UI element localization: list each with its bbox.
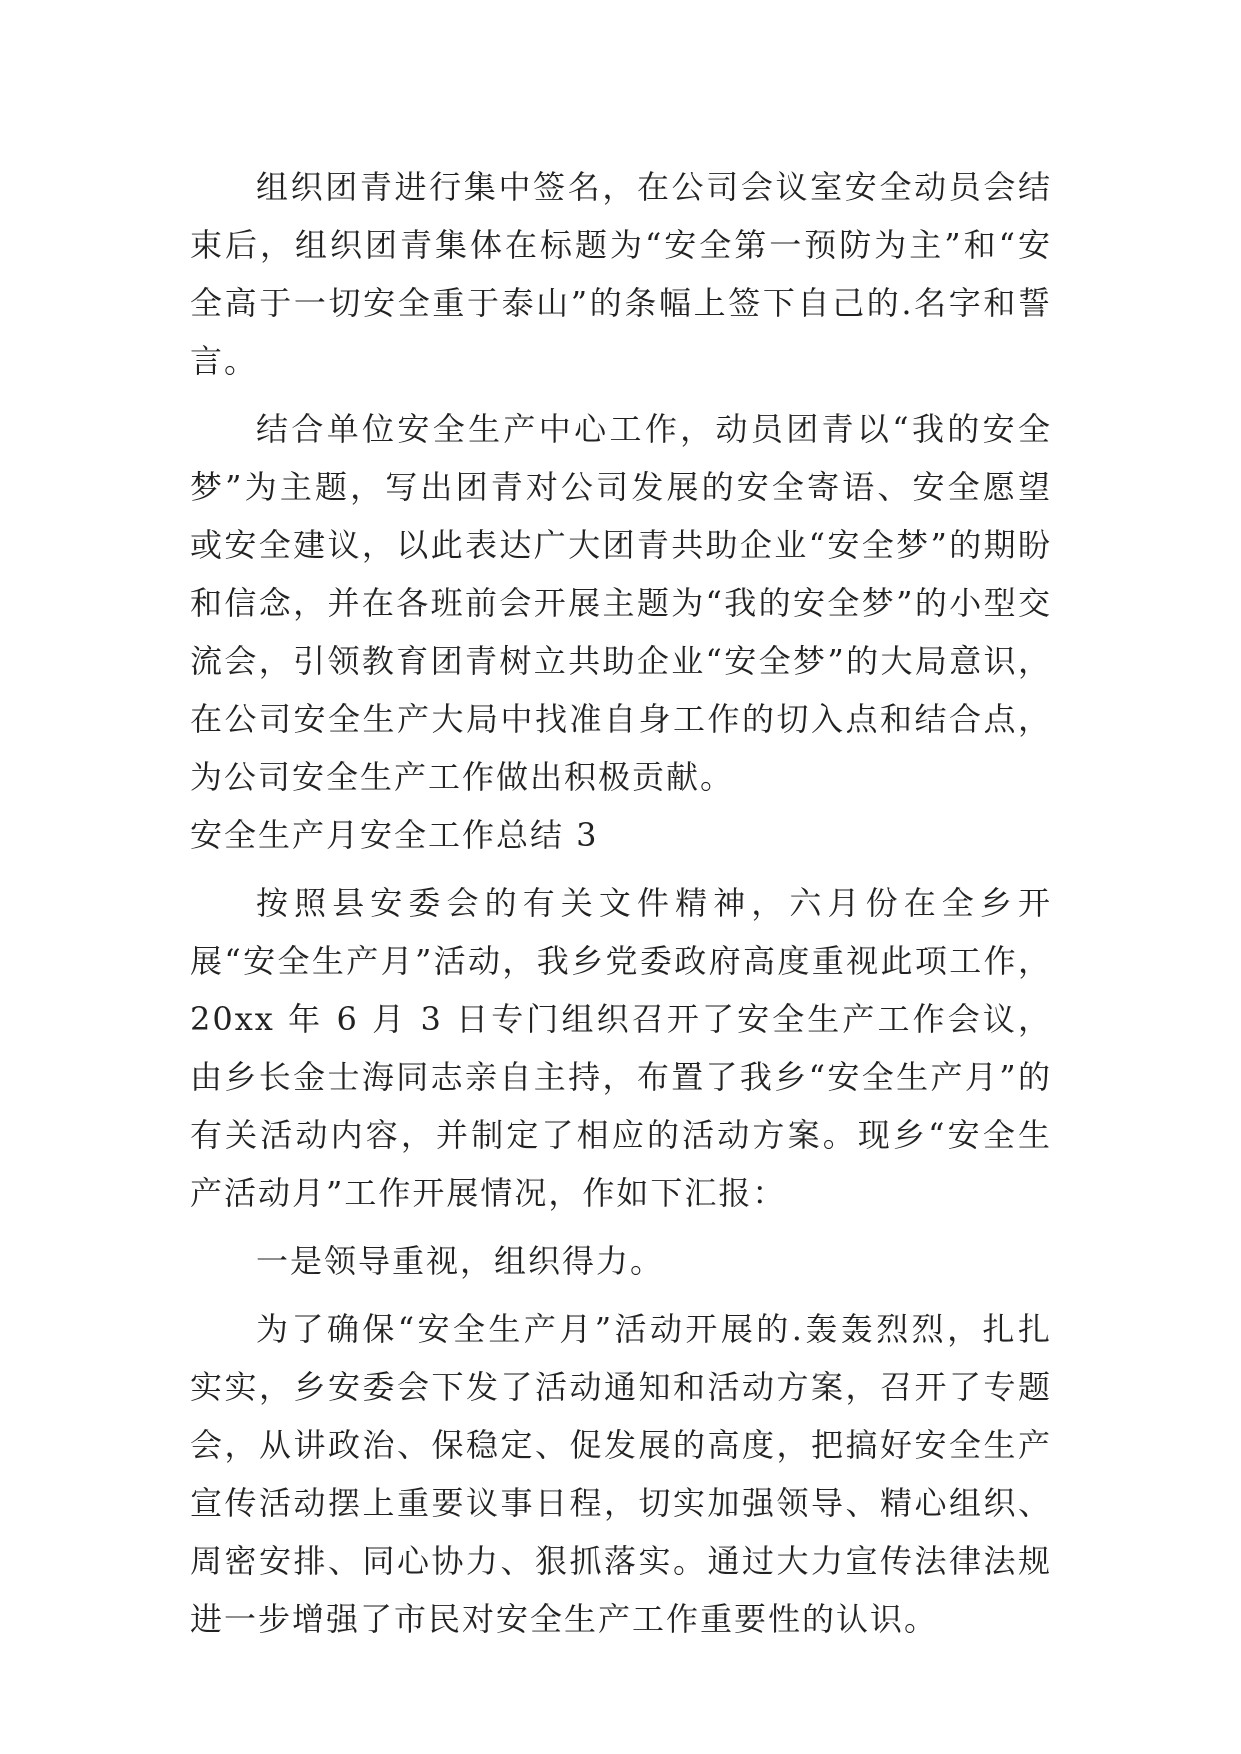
paragraph-signing: 组织团青进行集中签名，在公司会议室安全动员会结束后，组织团青集体在标题为“安全第一预防为主”和“安全高于一切安全重于泰山”的条幅上签下自己的.名字和誓言。 xyxy=(190,168,1052,380)
document-body xyxy=(190,158,1052,1648)
paragraph-activity-month: 按照县安委会的有关文件精神，六月份在全乡开展“安全生产月”活动，我乡党委政府高度重视此项工作，20xx 年 6 月 3 日专门组织召开了安全生产工作会议，由乡长金士海同志亲自主持，布置了我乡“安全生产月”的有关活动内容，并制定了相应的活动方案。现乡“安全生产活动月”工作开展情况，作如下汇报： xyxy=(190,884,1052,1212)
paragraph-leadership-point: 一是领导重视，组织得力。 xyxy=(256,1242,665,1280)
paragraph-safety-dream: 结合单位安全生产中心工作，动员团青以“我的安全梦”为主题，写出团青对公司发展的安全寄语、安全愿望或安全建议，以此表达广大团青共助企业“安全梦”的期盼和信念，并在各班前会开展主题为“我的安全梦”的小型交流会，引领教育团青树立共助企业“安全梦”的大局意识，在公司安全生产大局中找准自身工作的切入点和结合点，为公司安全生产工作做出积极贡献。 xyxy=(190,410,1052,796)
paragraph-implementation: 为了确保“安全生产月”活动开展的.轰轰烈烈，扎扎实实，乡安委会下发了活动通知和活动方案，召开了专题会，从讲政治、保稳定、促发展的高度，把搞好安全生产宣传活动摆上重要议事日程，切实加强领导、精心组织、周密安排、同心协力、狠抓落实。通过大力宣传法律法规进一步增强了市民对安全生产工作重要性的认识。 xyxy=(190,1310,1052,1638)
section-heading: 安全生产月安全工作总结 3 xyxy=(190,816,599,854)
